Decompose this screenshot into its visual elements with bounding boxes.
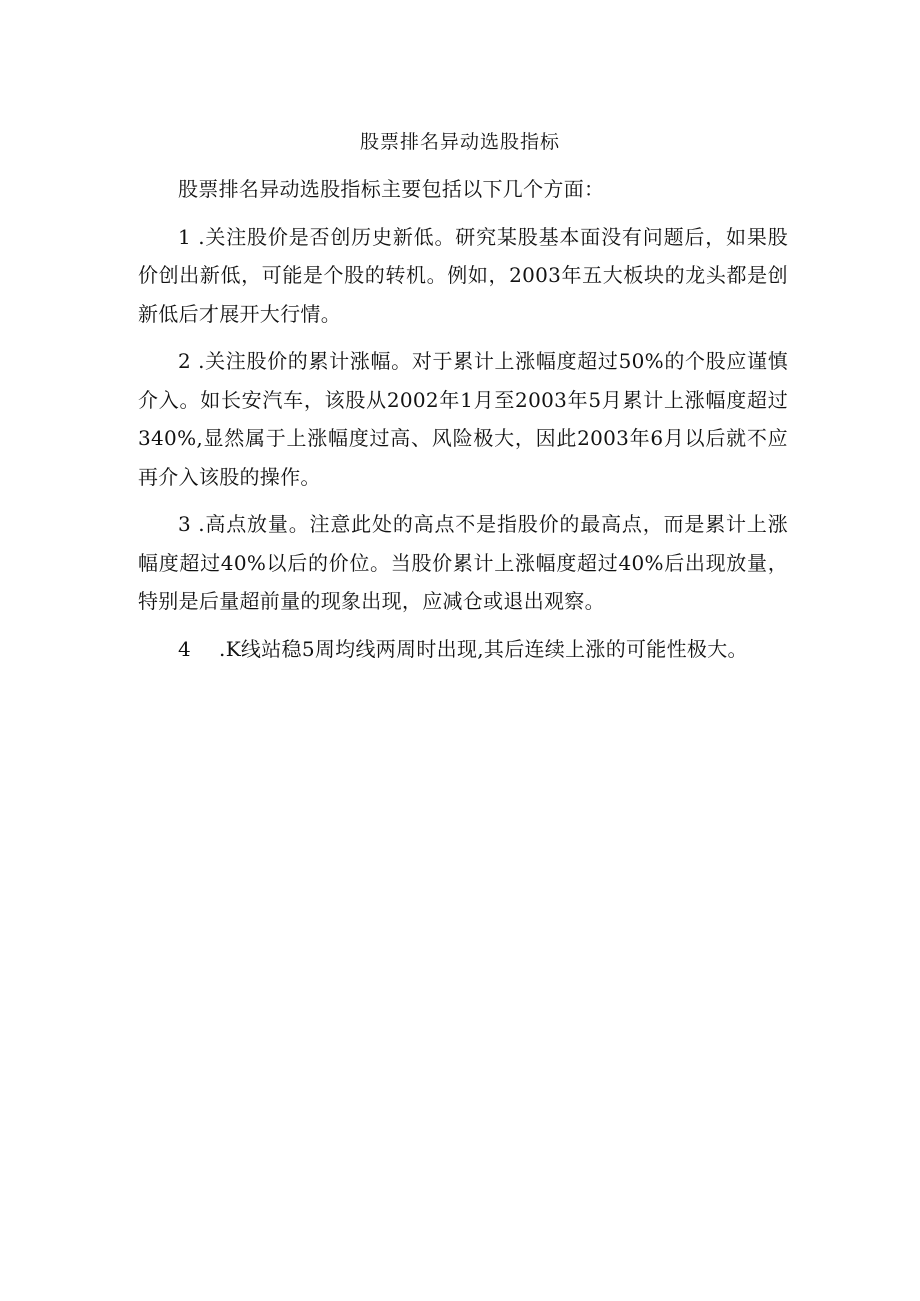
- list-item-1: [138, 218, 788, 334]
- document-body: [138, 170, 788, 668]
- item-text: .K线站稳5周均线两周时出现,其后连续上涨的可能性极大。: [219, 636, 748, 661]
- document-title: 股票排名异动选股指标: [359, 131, 560, 153]
- list-item-2: [138, 342, 788, 496]
- intro-paragraph: 股票排名异动选股指标主要包括以下几个方面：: [178, 177, 605, 201]
- item-number: 4: [178, 636, 192, 661]
- list-item-4: [138, 630, 788, 669]
- item-number: 3: [178, 512, 192, 536]
- list-item-3: [138, 505, 788, 621]
- item-text: .高点放量。注意此处的高点不是指股价的最高点，而是累计上涨幅度超过40%以后的价位。当股价累计上涨幅度超过40%后出现放量，特别是后量超前量的现象出现，应减仓或退出观察。: [138, 512, 788, 613]
- item-number: 2: [178, 349, 192, 373]
- item-text: .关注股价的累计涨幅。对于累计上涨幅度超过50%的个股应谨慎介入。如长安汽车，该股从2002年1月至2003年5月累计上涨幅度超过340%,显然属于上涨幅度过高、风险极大，因此2003年6月以后就不应再介入该股的操作。: [138, 349, 788, 489]
- item-text: .关注股价是否创历史新低。研究某股基本面没有问题后，如果股价创出新低，可能是个股的转机。例如，2003年五大板块的龙头都是创新低后才展开大行情。: [138, 224, 788, 326]
- item-number: 1: [178, 224, 192, 249]
